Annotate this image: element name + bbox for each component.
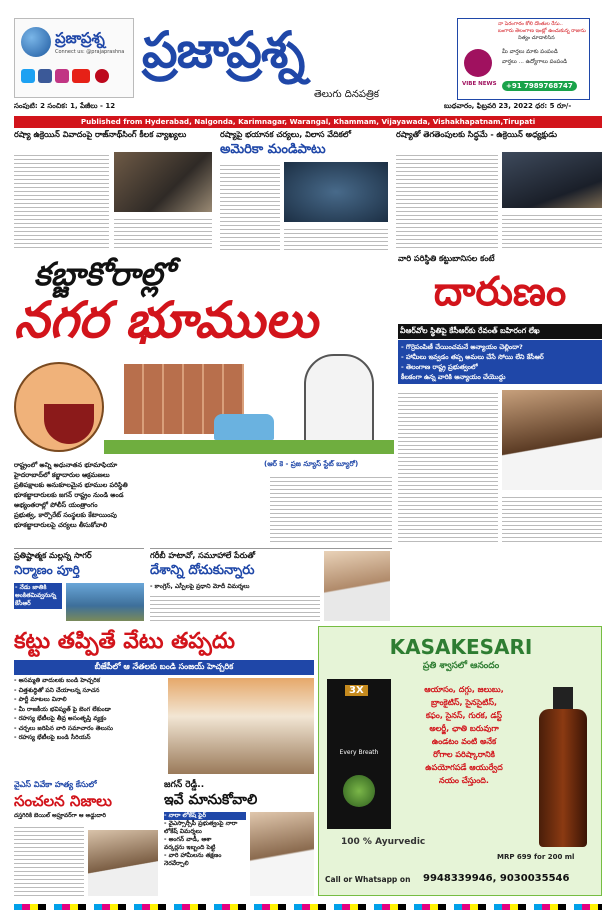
- garibi-story[interactable]: [150, 548, 392, 622]
- globe-icon: [21, 27, 51, 57]
- ad-wa2: వార్తలు ... ఉద్యోగాలు పంపండి: [502, 59, 568, 65]
- story-body: [284, 226, 388, 250]
- cartoon-car: [214, 414, 274, 440]
- viveka-story[interactable]: [14, 780, 158, 898]
- story-body: [396, 152, 498, 250]
- lead-kicker: కబ్జాకోరాల్లో: [34, 255, 173, 293]
- lead-byline: (ఆర్ కె - ప్రజ న్యూస్ స్టేట్ బ్యూరో): [264, 460, 359, 468]
- kasakesari-line: కఫం, సైనస్, గురక, డస్ట్: [425, 711, 503, 720]
- revanth-bullet: - తెలంగాణ రాష్ట్ర ప్రభుత్వంలో: [401, 363, 478, 371]
- revanth-body: [398, 390, 498, 542]
- revanth-bullet: కీలకంగా ఉన్న వారికి అన్యాయం చేయొద్దు: [401, 373, 506, 381]
- cartoon-ground: [104, 440, 394, 454]
- garibi-kicker: గరీబీ హటావో, సమూహాలే పేరుతో: [150, 551, 256, 560]
- bandi-subhead: బీజేపీలో ఆ నేతలకు బండి సంజయ్ హెచ్చరిక: [14, 660, 314, 675]
- lead-bullet: అభ్యంతరాల్లో పోలీస్ యంత్రాంగం: [14, 501, 98, 509]
- kasakesari-brand: KASAKESARI: [389, 635, 533, 659]
- bandi-bullet: - చర్చలు జరిపిన వారి సమాచారం తెలుసు: [14, 724, 113, 732]
- kasakesari-box: [327, 679, 391, 829]
- masthead: [14, 18, 602, 116]
- bottle-body: [539, 709, 587, 847]
- ad-name: VIBE NEWS: [462, 81, 497, 87]
- leaf-icon: [343, 775, 375, 807]
- jagan-story[interactable]: [164, 780, 314, 898]
- small-logo-sub: Connect us: @prajaprashna: [55, 49, 125, 55]
- story-headline: రష్యాతో తెగతెంపులకు సిద్ధమే - ఉక్రెయిన్ అధ్యక్షుడు: [396, 130, 557, 139]
- cartoon-man: [304, 354, 374, 450]
- kasakesari-tagline: ప్రతి శ్వాసలో ఆనందం: [422, 661, 500, 671]
- twitter-icon[interactable]: [21, 69, 35, 83]
- revanth-headline: దారుణం: [433, 269, 567, 315]
- ad-line: నిత్యం చూడాలిసిన: [518, 35, 555, 41]
- masthead-subtitle: తెలుగు దినపత్రిక: [314, 89, 380, 100]
- story-headline: అమెరికా మండిపాటు: [220, 142, 326, 157]
- mallanna-story[interactable]: [14, 548, 144, 622]
- mallanna-caption: - నేడు జాతికి అంకితమివ్వనున్న కేసీఆర్: [14, 583, 62, 609]
- revanth-kicker: వారి పరిస్థితి కట్టుబానిసల కంటే: [398, 254, 495, 263]
- lead-bullet: ప్రభుత్వ, కార్పొరేట్ సంస్థలకు కేటాయింపు: [14, 511, 117, 519]
- viveka-headline: సంచలన నిజాలు: [14, 792, 112, 810]
- viveka-kicker: వైఎస్ వివేకా హత్య కేసులో: [14, 780, 97, 789]
- kasakesari-mrp: MRP 699 for 200 ml: [497, 853, 575, 861]
- lead-bullet: రాష్ట్రంలో అన్ని అధునాతన భూమాఫియా: [14, 461, 118, 469]
- ad-wa: మీ వార్తలు మాకు పంపండి: [502, 49, 558, 55]
- bandi-bullet: - రహస్య భేటీలపై బండి సీరియస్: [14, 734, 91, 741]
- lead-body: [270, 474, 392, 542]
- un-council-photo: [284, 162, 388, 222]
- lead-bullet: ప్రతిపక్షాలకు అనుకూలమైన భూముల పరిస్థితి: [14, 481, 128, 489]
- ad-line: బంగారు తెలంగాణ ఇంట్లో ఉంచుకున్న రాజును: [498, 28, 586, 34]
- kasakesari-box-label: Every Breath: [339, 749, 379, 756]
- kasakesari-bottle: [533, 687, 593, 847]
- kasakesari-line: అలర్జీ, ఛాతి బరువుగా: [429, 724, 499, 733]
- viveka-body: [14, 824, 84, 896]
- story-body: [114, 216, 212, 250]
- lead-bullets: [14, 460, 264, 530]
- garibi-sub: - కాంగ్రెస్, ఎస్పీలపై ప్రధాని మోదీ విమర్శలు: [150, 583, 250, 590]
- viveka-sub: దస్తగిరికి బెయిల్ అప్రూవర్‌గా ఆ అడ్డుదారి: [14, 813, 106, 819]
- lead-bullet: భూకబ్జాదారులకు జగన్ రాష్ట్రం నుండి అండ: [14, 491, 124, 499]
- bandi-bullet: - మీ రాజకీయ భవిష్యత్ పై బెంగ లేకుండా: [14, 705, 111, 713]
- story-body: [502, 212, 602, 250]
- garibi-headline: దేశాన్ని దోచుకున్నారు: [150, 563, 255, 578]
- jagan-bullet: - వైఎస్సార్సీపీ ప్రభుత్వంపై నారా లోకేష్ విమర్శలు: [164, 820, 238, 835]
- published-bar: Published from Hyderabad, Nalgonda, Karimnagar, Warangal, Khammam, Vijayawada, Vishakhapatnam,Tirupati: [14, 116, 602, 128]
- kasakesari-ad[interactable]: [318, 626, 602, 896]
- viveka-photo: [88, 830, 158, 896]
- kasakesari-line: నయం చేస్తుంది.: [439, 776, 489, 785]
- lokesh-photo: [250, 812, 314, 896]
- story-rajnath[interactable]: [14, 130, 214, 252]
- pinterest-icon[interactable]: [95, 69, 109, 83]
- revanth-body: [502, 494, 602, 542]
- revanth-subhead: వీఆర్‌వోల స్థితిపై కేసీఆర్‌కు రేవంత్ బహిరంగ లేఖ: [398, 324, 602, 339]
- zelensky-photo: [502, 152, 602, 208]
- revanth-photo: [502, 390, 602, 490]
- ad-phone[interactable]: +91 7989768747: [502, 81, 577, 91]
- small-logo-text: ప్రజాప్రశ్న: [55, 29, 105, 47]
- bandi-headline: కట్టు తప్పితే వేటు తప్పదు: [14, 629, 236, 654]
- date-price: బుధవారం, ఫిబ్రవరి 23, 2022 ధర: 5 రూ/-: [444, 102, 572, 110]
- instagram-icon[interactable]: [55, 69, 69, 83]
- bandi-bullet: - అసమ్మతి వాదులకు బండి హెచ్చరిక: [14, 677, 100, 684]
- revanth-bullets: [398, 340, 602, 384]
- mallanna-kicker: ప్రతిష్టాత్మక మల్లన్న సాగర్: [14, 551, 92, 560]
- issue-info: సంపుటి: 2 సంచిక: 1, పేజీలు - 12: [14, 102, 116, 110]
- modi-photo: [324, 551, 390, 621]
- rajnath-photo: [114, 152, 212, 212]
- cartoon-illustration: [14, 354, 394, 454]
- youtube-icon[interactable]: [72, 69, 90, 83]
- small-logo-box: [14, 18, 134, 98]
- kasakesari-body: [397, 683, 531, 787]
- lead-bullet: భూకబ్జాదారులపై చర్యలు తీసుకోవాలి: [14, 521, 108, 529]
- revanth-story[interactable]: [398, 254, 602, 544]
- jagan-bullets: [164, 812, 246, 868]
- story-ukraine[interactable]: [396, 130, 602, 252]
- revanth-bullet: - గొర్రెపంపిణీ చేయించమనే అన్యాయం చెల్లిందా?: [401, 343, 523, 351]
- story-america[interactable]: [220, 130, 390, 252]
- ayurvedic-badge: 100 % Ayurvedic: [341, 837, 426, 847]
- color-bar: [14, 904, 602, 910]
- story-body: [14, 152, 109, 250]
- bandi-story[interactable]: [14, 626, 314, 776]
- lead-story[interactable]: [14, 254, 394, 544]
- kasakesari-contact-label: Call or Whatsapp on: [325, 875, 411, 884]
- jagan-bullet: - నారా లోకేష్ ఫైర్: [164, 812, 246, 820]
- garibi-body: [150, 593, 320, 621]
- vibe-logo-icon: [464, 49, 492, 77]
- bandi-bullet: - రహస్య భేటీలపై తీవ్ర అసంతృప్తి వ్యక్తం: [14, 715, 107, 722]
- lead-headline: నగర భూములు: [14, 291, 318, 349]
- story-body: [220, 162, 280, 250]
- jagan-bullet: వర్కర్లను ఇబ్బంది పెట్టి: [164, 844, 216, 851]
- story-headline: రష్యా ఉక్రెయిన్ వివాదంపై రాజ్‌నాథ్‌సింగ్ కీలక వ్యాఖ్యలు: [14, 130, 187, 139]
- jagan-kicker: జగన్ రెడ్డీ..: [164, 780, 205, 790]
- lead-bullet: హైదరాబాద్‌లో కబ్జాదారుల ఆక్రమణలు: [14, 471, 110, 479]
- masthead-title: ప్రజాప్రశ్న: [142, 21, 305, 79]
- mallanna-headline: నిర్మాణం పూర్తి: [14, 563, 80, 577]
- bandi-bullets: [14, 676, 164, 743]
- kasakesari-line: ఉపయోగపడే ఆయుర్వేద: [425, 763, 503, 772]
- jagan-bullet: - వారి హామీలను తక్షణం నెరవేర్చాలి: [164, 852, 222, 867]
- vibe-news-ad[interactable]: [457, 18, 590, 100]
- jagan-headline: ఇవే మానుకోవాలి: [164, 792, 258, 808]
- story-kicker: రష్యాపై భయానక చర్యలు, విలాస వేదికలో: [220, 130, 352, 139]
- kasakesari-phones[interactable]: 9948339946, 9030035546: [423, 873, 570, 884]
- kasakesari-3x: 3X: [345, 685, 368, 696]
- ad-line: నా పెరంగారం కోలి దొంతుల రేసు..: [498, 21, 563, 27]
- bandi-bullet: - చిత్తశుద్ధితో పని చేయాలన్న సూచన: [14, 686, 100, 694]
- facebook-icon[interactable]: [38, 69, 52, 83]
- mallanna-photo: [66, 583, 144, 621]
- jagan-bullet: - అంగన్ వాడీ, ఆశా: [164, 836, 212, 843]
- kasakesari-line: ఆయాసం, దగ్గు, జలుబు,: [424, 685, 504, 694]
- bandi-photo: [168, 678, 314, 774]
- kasakesari-line: ఉండటం వంటి అనేక: [431, 737, 497, 746]
- bandi-bullet: - పార్టీ మాటలు వినాలి: [14, 696, 67, 703]
- kasakesari-line: రోగాల పరిష్కారానికి: [433, 750, 495, 759]
- bottle-cap: [553, 687, 573, 709]
- revanth-bullet: - హామీలు ఇవ్వడం తప్ప అమలు చేసే సోయి లేని కేసీఆర్: [401, 353, 544, 361]
- kasakesari-line: బ్రాంకైటిస్, సైనసైటిస్,: [430, 698, 497, 707]
